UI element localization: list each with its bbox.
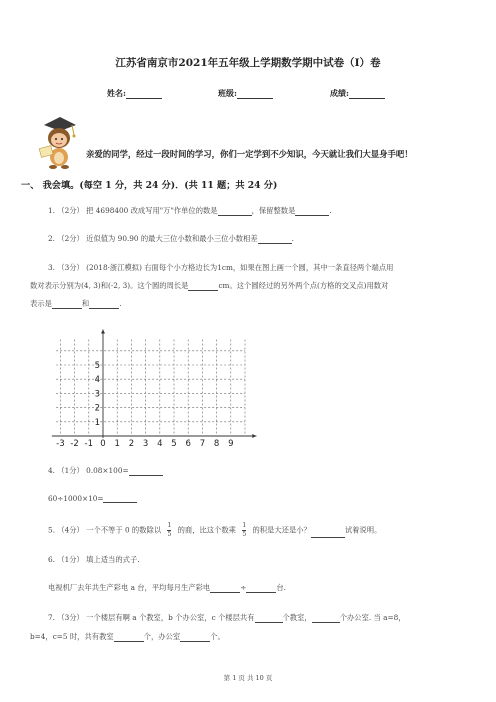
q1-score: （2分）: [57, 206, 84, 215]
q5-fraction-1: $\frac{1}{5}$: [167, 522, 172, 538]
y-tick-label: 2: [94, 403, 100, 414]
x-tick-label: -3: [56, 439, 65, 449]
x-tick-labels: [56, 439, 233, 449]
page-title: 江苏省南京市2021年五年级上学期数学期中试卷（I）卷: [115, 57, 381, 69]
q3-line-3b: 和: [81, 299, 90, 308]
q4-blank-2[interactable]: [103, 494, 137, 503]
y-tick-label: 5: [94, 361, 100, 371]
q3-line-1: (2018·浙江模拟) 右面每个小方格边长为1cm，如果在图上画一个圆，其中一条直径两个端点用: [86, 263, 394, 272]
intro-text: 亲爱的同学，经过一段时间的学习，你们一定学到不少知识，今天就让我们大显身手吧！: [86, 149, 413, 159]
q4-blank-1[interactable]: [129, 467, 163, 476]
score-label: 成绩:: [330, 88, 349, 98]
x-tick-label: 7: [199, 439, 206, 449]
q7-blank-4[interactable]: [180, 633, 210, 642]
x-tick-label: 6: [185, 439, 191, 449]
page-footer: 第 1 页 共 10 页: [223, 674, 273, 682]
q6-score: （1分）: [57, 555, 84, 564]
q6-line-2a: 电视机厂去年共生产彩电 a 台，平均每月生产彩电: [48, 583, 211, 592]
q7-line-2a: b=4，c=5 时，共有教室: [30, 632, 114, 641]
question-4-line-2: [48, 494, 137, 503]
q3-blank-2[interactable]: [52, 300, 82, 309]
x-tick-label: 9: [228, 439, 234, 449]
x-tick-label: 1: [114, 439, 120, 449]
x-tick-label: 0: [100, 439, 106, 449]
q1-text-c: .: [329, 206, 332, 215]
q7-blank-2[interactable]: [312, 614, 340, 623]
x-tick-label: 8: [213, 439, 220, 449]
q6-line-2c: 台.: [276, 583, 286, 592]
y-tick-labels: [95, 361, 100, 428]
y-tick-label: 4: [94, 375, 100, 386]
x-tick-label: 4: [157, 439, 163, 449]
grid-lines: [52, 330, 256, 439]
q7-score: （3分）: [57, 613, 84, 622]
q6-blank-1[interactable]: [210, 584, 240, 593]
q5-number: 5.: [48, 525, 55, 535]
q3-score: （3分）: [57, 263, 84, 272]
name-blank[interactable]: [126, 90, 162, 99]
x-tick-label: 3: [142, 439, 149, 449]
name-label: 姓名:: [107, 88, 126, 98]
q6-blank-2[interactable]: [246, 584, 276, 593]
q5-text-a: 一个不等于 0 的数除以: [86, 525, 162, 535]
question-3-line-2: [30, 281, 388, 291]
section-heading: 一、 我会填。(每空 1 分，共 24 分)．(共 11 题；共 24 分): [21, 180, 278, 191]
question-7-line-2: [30, 632, 225, 642]
x-tick-label: 5: [171, 439, 177, 449]
q2-text-b: .: [291, 234, 294, 243]
class-field: [218, 88, 273, 99]
q1-number: 1.: [48, 206, 55, 215]
q7-text-b: 个教室，: [282, 613, 312, 622]
score-blank[interactable]: [349, 90, 385, 99]
q4-score: （1分）: [57, 466, 84, 475]
q7-text-a: 一个楼层有啊 a 个教室，b 个办公室，c 个楼层共有: [86, 613, 255, 622]
q4-line-2: 60÷1000×10=: [48, 494, 104, 503]
class-blank[interactable]: [237, 90, 273, 99]
x-tick-label: -1: [84, 439, 94, 449]
q5-text-d: 试着说明。: [344, 525, 382, 535]
q2-text-a: 近似值为 90.90 的最大三位小数和最小三位小数相差: [86, 234, 258, 243]
question-1: [48, 206, 332, 216]
q5-text-c: 的积是大还是小？: [252, 525, 311, 535]
q4-text-a: 0.08×100=: [86, 466, 129, 475]
score-field: [330, 88, 385, 99]
q3-line-3c: .: [119, 299, 122, 308]
q4-number: 4.: [48, 466, 55, 475]
q5-fraction-2: $\frac{1}{5}$: [242, 522, 247, 538]
question-4: [48, 466, 163, 476]
y-tick-label: 1: [94, 417, 100, 428]
q3-line-2b: cm。这个圆经过的另外两个点(方格的交叉点)用数对: [218, 281, 389, 290]
q1-text-b: ，保留整数是: [251, 206, 296, 215]
q6-line-2b: ÷: [240, 583, 247, 592]
mascot-illustration: [36, 113, 82, 169]
q7-text-c: 个办公室. 当 a=8，: [339, 613, 406, 622]
q7-number: 7.: [48, 613, 55, 622]
q3-blank-3[interactable]: [89, 299, 122, 309]
q1-text-a: 把 4698400 改成写用"万"作单位的数是: [86, 206, 218, 215]
question-5: [48, 523, 381, 538]
name-field: [107, 88, 162, 99]
x-tick-label: -2: [70, 439, 79, 449]
q2-number: 2.: [48, 234, 55, 243]
q7-blank-1[interactable]: [255, 614, 283, 623]
q1-blank-1[interactable]: [218, 207, 252, 216]
question-2: [48, 234, 294, 244]
q3-blank-1[interactable]: [188, 282, 218, 291]
question-7: [48, 613, 406, 623]
class-label: 班级:: [218, 88, 237, 98]
q7-line-2c: 个。: [210, 632, 225, 641]
q2-score: （2分）: [57, 234, 84, 243]
q3-line-3a: 表示是: [30, 299, 52, 308]
q6-number: 6.: [48, 555, 55, 564]
q6-text-a: 填上适当的式子.: [86, 555, 140, 564]
q7-line-2b: 个，办公室: [143, 632, 181, 641]
q7-blank-3[interactable]: [114, 633, 144, 642]
q5-text-b: 的商，比这个数乘: [177, 525, 236, 535]
question-6: [48, 555, 140, 565]
q1-blank-2[interactable]: [295, 206, 332, 216]
q3-number: 3.: [48, 263, 55, 272]
q2-blank[interactable]: [258, 235, 292, 244]
x-tick-label: 2: [128, 439, 135, 449]
q5-score: （4分）: [57, 525, 84, 535]
q3-line-2a: 数对表示分别为(4, 3)和(-2, 3)。这个圆的周长是: [30, 281, 189, 290]
question-3-line-3: [30, 299, 122, 309]
q5-blank[interactable]: [311, 529, 345, 538]
y-axis-arrow: [101, 330, 105, 334]
x-axis-arrow: [252, 434, 256, 438]
question-3: [48, 263, 393, 273]
question-6-line-2: [48, 583, 286, 593]
coordinate-grid-figure: [56, 328, 250, 450]
y-tick-label: 3: [94, 389, 100, 400]
